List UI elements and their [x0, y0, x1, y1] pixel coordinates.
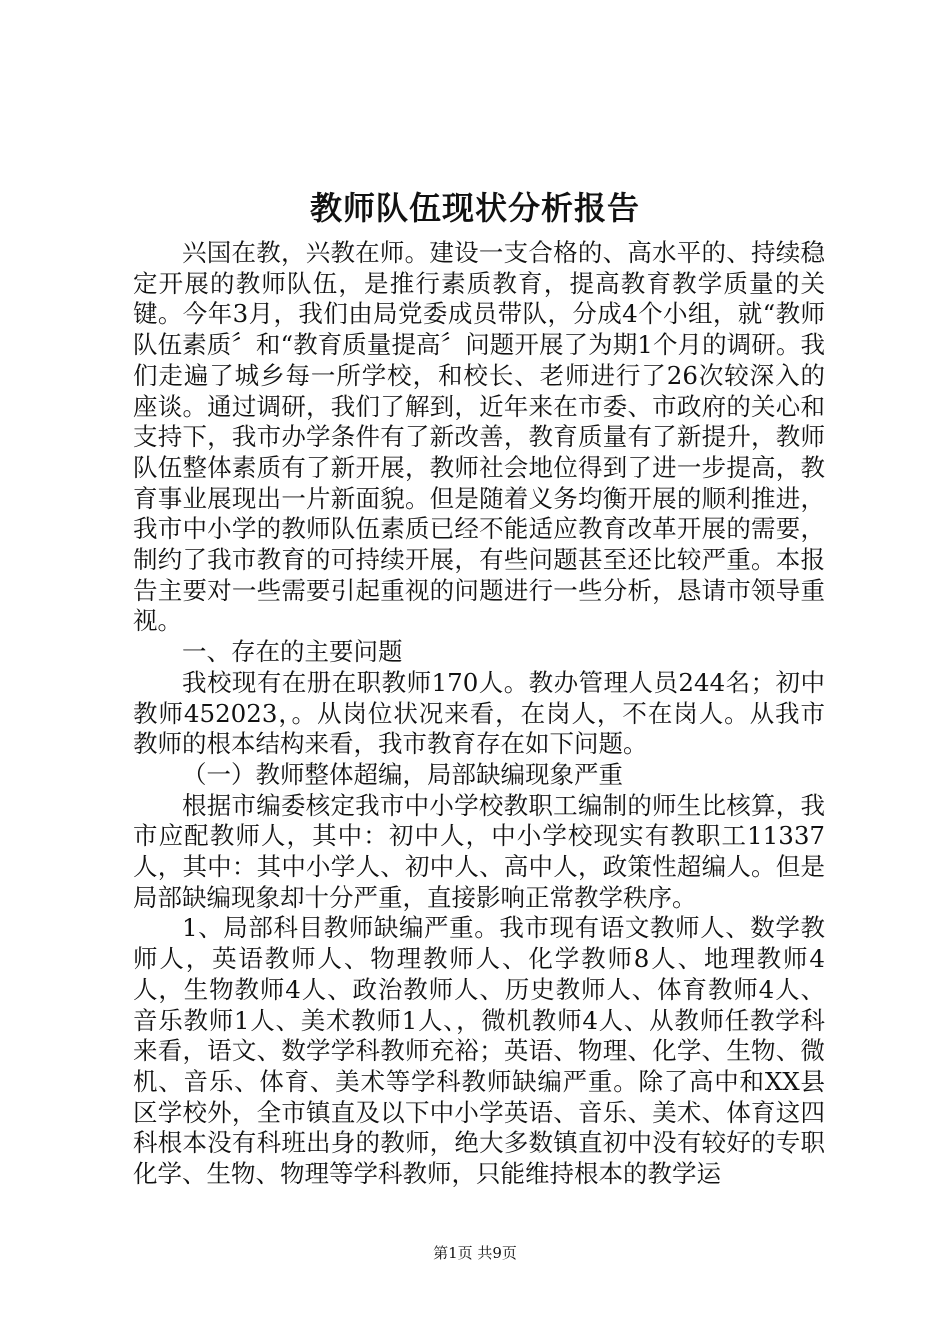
document-body — [133, 238, 825, 1190]
document-title: 教师队伍现状分析报告 — [309, 189, 640, 227]
subject-shortage-paragraph: 1、局部科目教师缺编严重。我市现有语文教师人、数学教师人，英语教师人、物理教师人、化学教师8人、地理教师4人，生物教师4人、政治教师人、历史教师人、体育教师4人、音乐教师1人、美术教师1人、，微机教师4人、从教师任教学科来看，语文、数学学科教师充裕；英语、物理、化学、生物、微机、音乐、体育、美术等学科教师缺编严重。除了高中和XX县区学校外，全市镇直及以下中小学英语、音乐、美术、体育这四科根本没有科班出身的教师，绝大多数镇直初中没有较好的专职化学、生物、物理等学科教师，只能维持根本的教学运 — [133, 913, 825, 1189]
staff-overview-paragraph: 我校现有在册在职教师170人。教办管理人员244名；初中教师452023，。从岗位状况来看，在岗人，不在岗人。从我市教师的根本结构来看，我市教育存在如下问题。 — [133, 667, 825, 759]
intro-paragraph: 兴国在教，兴教在师。建设一支合格的、高水平的、持续稳定开展的教师队伍，是推行素质教育，提高教育教学质量的关键。今年3月，我们由局党委成员带队，分成4个小组，就“教师队伍素质〞和“教育质量提高〞问题开展了为期1个月的调研。我们走遍了城乡每一所学校，和校长、老师进行了26次较深入的座谈。通过调研，我们了解到，近年来在市委、市政府的关心和支持下，我市办学条件有了新改善，教育质量有了新提升，教师队伍整体素质有了新开展，教师社会地位得到了进一步提高，教育事业展现出一片新面貌。但是随着义务均衡开展的顺利推进，我市中小学的教师队伍素质已经不能适应教育改革开展的需要，制约了我市教育的可持续开展，有些问题甚至还比较严重。本报告主要对一些需要引起重视的问题进行一些分析，恳请市领导重视。 — [133, 238, 825, 636]
page-number-footer: 第1页 共9页 — [433, 1244, 517, 1262]
staffing-ratio-paragraph: 根据市编委核定我市中小学校教职工编制的师生比核算，我市应配教师人，其中：初中人，中小学校现实有教职工11337人，其中：其中小学人、初中人、高中人，政策性超编人。但是局部缺编现象却十分严重，直接影响正常教学秩序。 — [133, 790, 825, 912]
subsection-heading-overstaffing: （一）教师整体超编，局部缺编现象严重 — [182, 759, 623, 789]
section-heading-main-problems: 一、存在的主要问题 — [182, 637, 403, 667]
